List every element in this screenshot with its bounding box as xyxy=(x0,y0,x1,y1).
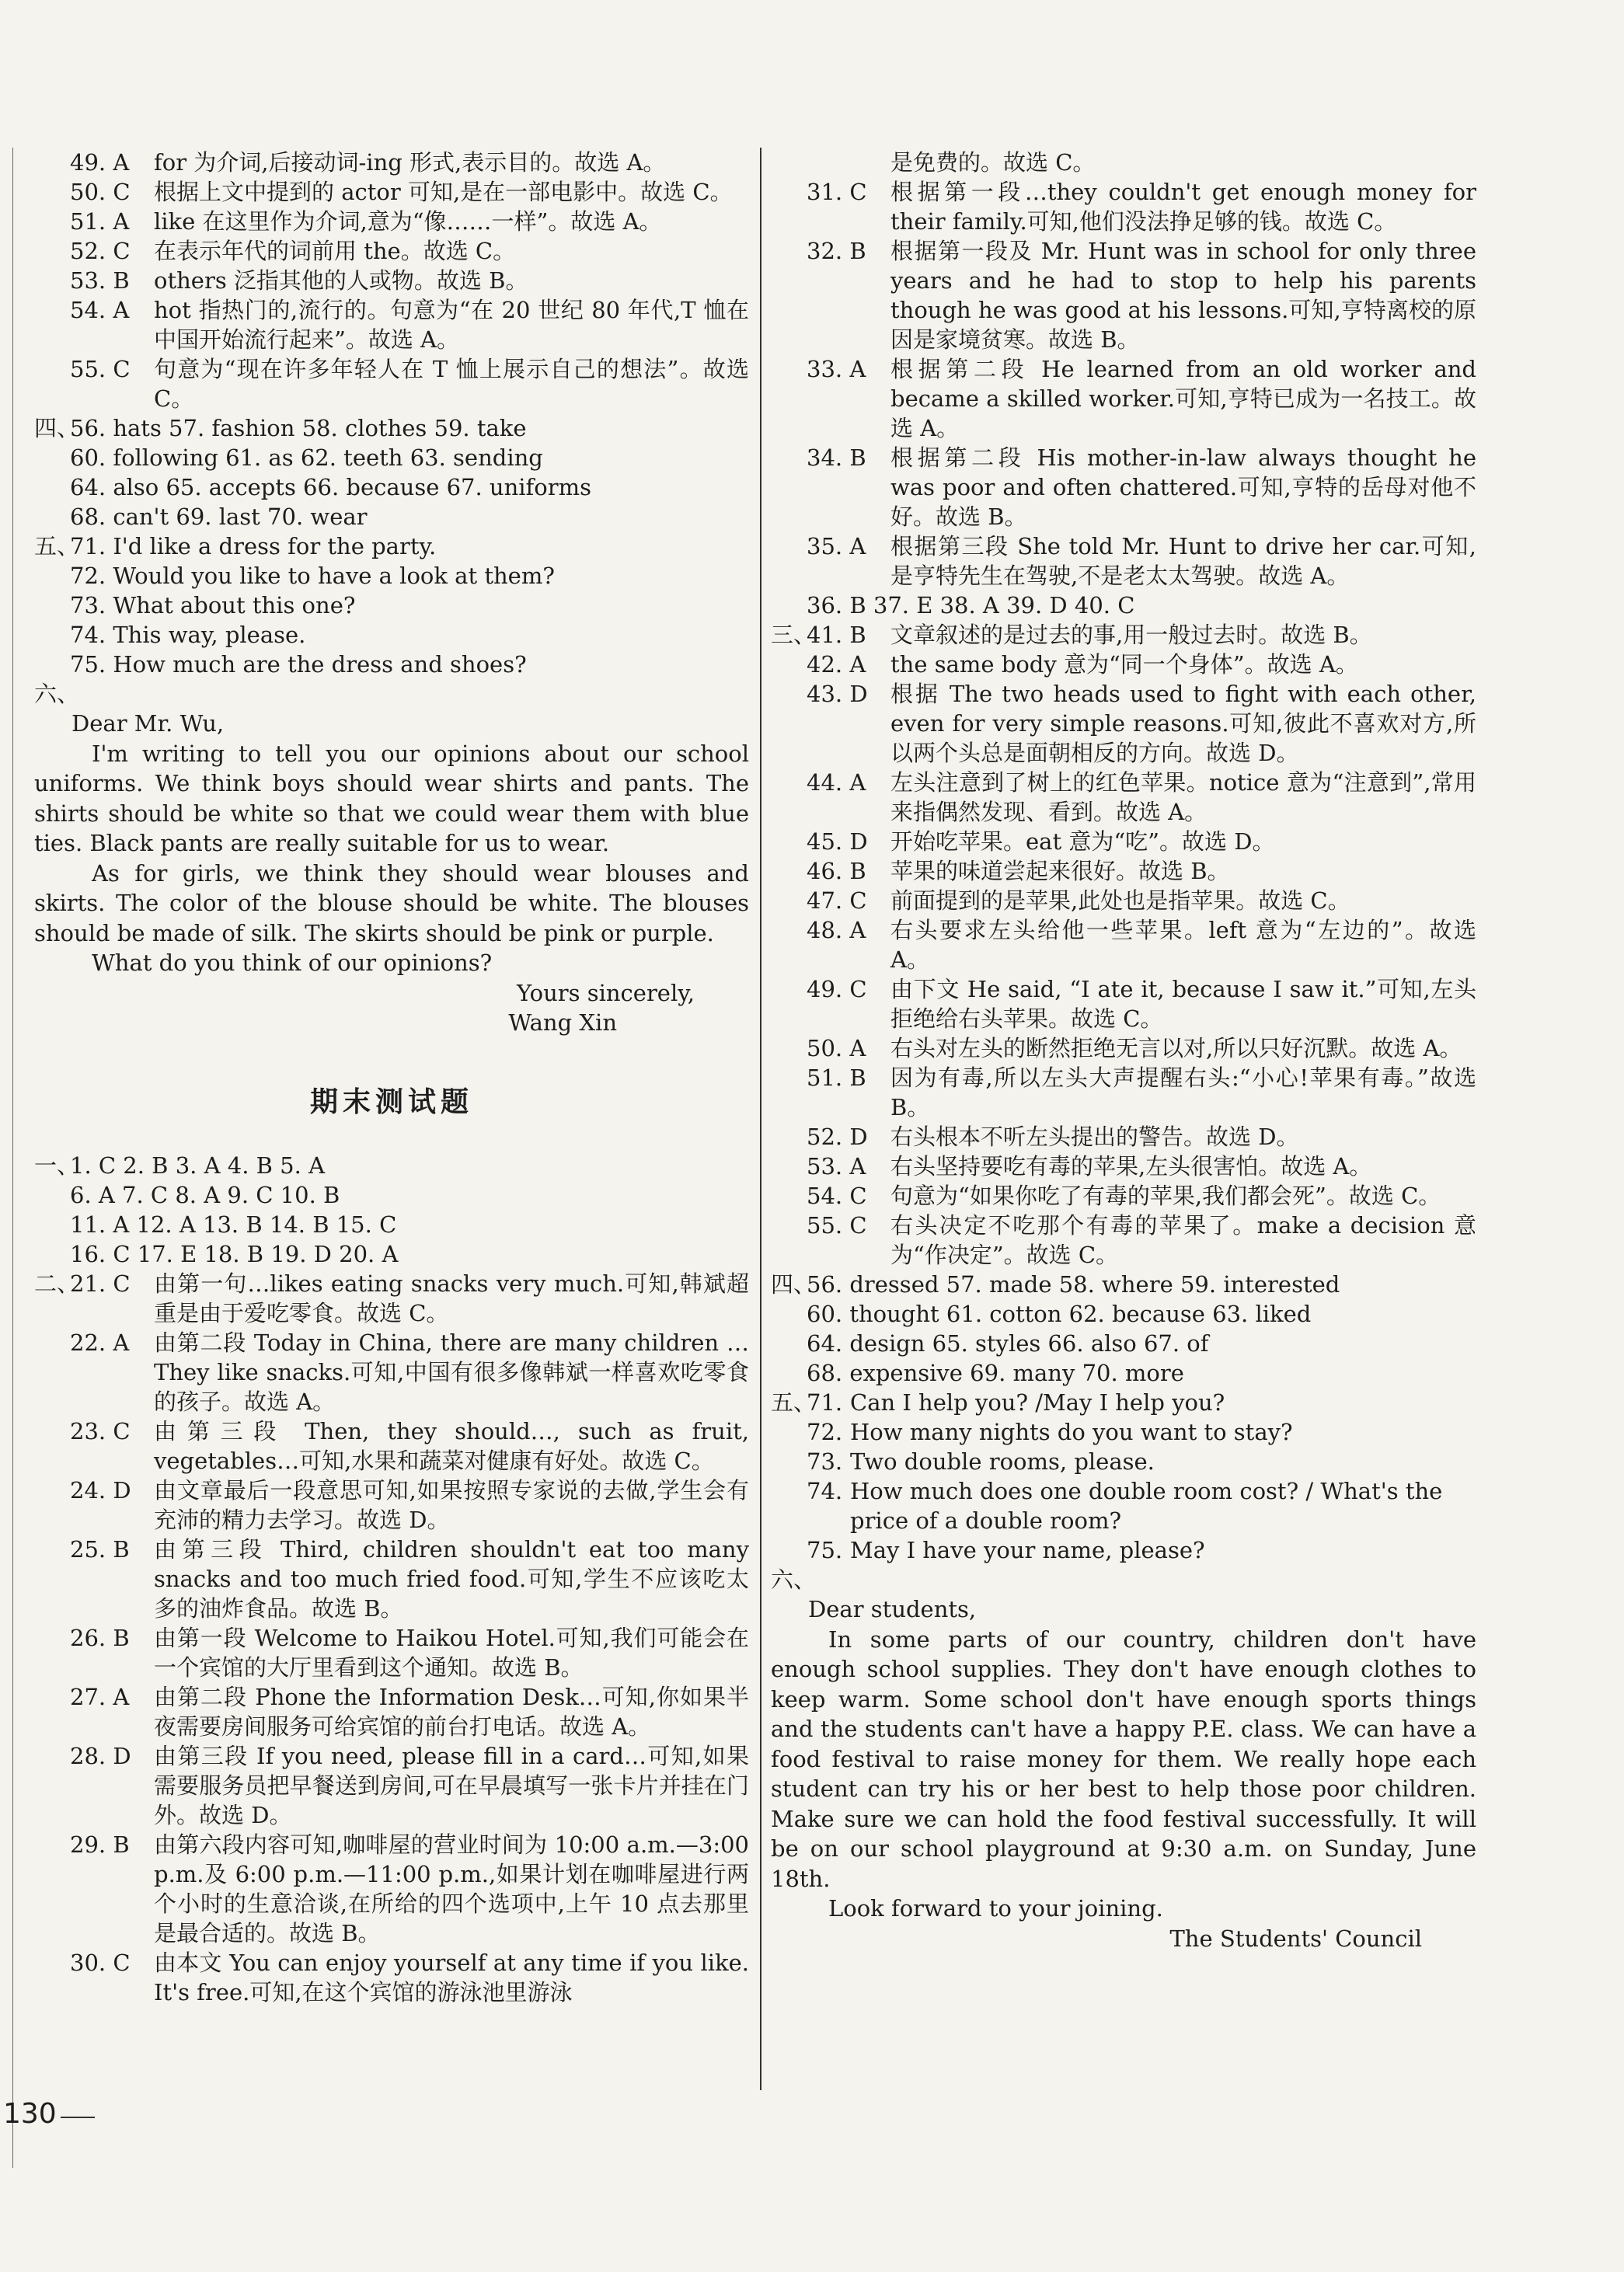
answer-item xyxy=(771,1063,1476,1122)
answer-line: 56. dressed 57. made 58. where 59. interested xyxy=(807,1271,1340,1298)
explanation-text: 根据第二段 He learned from an old worker and became a skilled worker.可知,亨特已成为一名技工。故选 A。 xyxy=(890,356,1476,441)
answer-item xyxy=(34,1741,749,1830)
section-label xyxy=(771,886,807,915)
question-number: 54. A xyxy=(70,297,130,323)
explanation-text: 苹果的味道尝起来很好。故选 B。 xyxy=(890,858,1230,884)
explanation-text: 因为有毒,所以左头大声提醒右头:“小心!苹果有毒。”故选 B。 xyxy=(890,1065,1476,1120)
explanation-text: 由第三段 Then, they should…, such as fruit, vegetables…可知,水果和蔬菜对健康有好处。故选 C。 xyxy=(154,1417,749,1474)
section-1-left xyxy=(34,1151,749,1269)
section-4-left xyxy=(34,413,749,531)
answer-item xyxy=(771,827,1476,856)
section-5-left xyxy=(34,531,749,679)
section-label xyxy=(771,1417,807,1447)
answer-item xyxy=(34,1623,749,1682)
question-number: 55. C xyxy=(807,1212,867,1239)
explanation-text: 根据第二段 His mother-in-law always thought he was poor and often chattered.可知,亨特的岳母对他不好。故选 B。 xyxy=(890,444,1476,530)
section-label xyxy=(34,1476,70,1535)
question-number: 50. A xyxy=(807,1035,866,1061)
question-number: 53. B xyxy=(70,267,130,294)
section-label xyxy=(771,177,807,236)
section-label xyxy=(771,974,807,1033)
answer-item xyxy=(771,1447,1476,1476)
section-label xyxy=(34,1830,70,1948)
answer-text: Can I help you? /May I help you? xyxy=(850,1389,1225,1416)
answer-item xyxy=(34,1269,749,1328)
section-label xyxy=(34,1417,70,1476)
question-number: 29. B xyxy=(70,1831,130,1858)
question-number: 26. B xyxy=(70,1624,130,1651)
answer-item xyxy=(771,620,1476,650)
left-margin-line xyxy=(12,148,13,2168)
letter-paragraph: Look forward to your joining. xyxy=(828,1895,1163,1922)
column-divider xyxy=(760,148,761,2090)
explanation-text: 在表示年代的词前用 the。故选 C。 xyxy=(154,238,516,264)
question-number: 33. A xyxy=(807,356,866,382)
continued-line: 是免费的。故选 C。 xyxy=(890,149,1096,176)
section-label xyxy=(34,1623,70,1682)
answer-item xyxy=(771,768,1476,827)
explanation-text: 句意为“现在许多年轻人在 T 恤上展示自己的想法”。故选 C。 xyxy=(154,356,749,412)
answer-item xyxy=(771,1388,1476,1417)
letter-left xyxy=(34,709,749,1038)
section-label xyxy=(771,443,807,531)
explanation-text: 由第一句…likes eating snacks very much.可知,韩斌超重是由于爱吃零食。故选 C。 xyxy=(154,1270,749,1326)
answer-item xyxy=(771,886,1476,915)
answer-item xyxy=(771,1535,1476,1565)
section-label xyxy=(34,236,70,266)
answer-item xyxy=(34,295,749,354)
question-number: 46. B xyxy=(807,858,866,884)
section-label xyxy=(34,295,70,354)
question-number: 27. A xyxy=(70,1683,130,1710)
right-column xyxy=(771,148,1476,1953)
section-label: 四、 xyxy=(34,415,80,441)
answer-item xyxy=(771,177,1476,236)
letter-salutation: Dear Mr. Wu, xyxy=(71,710,225,737)
explanation-text: 由文章最后一段意思可知,如果按照专家说的去做,学生会有充沛的精力去学习。故选 D。 xyxy=(154,1476,749,1533)
question-number: 72. xyxy=(807,1419,843,1445)
question-number: 35. A xyxy=(807,533,866,559)
answer-item xyxy=(771,679,1476,768)
answer-list-part-a xyxy=(34,148,749,413)
explanation-text: 前面提到的是苹果,此处也是指苹果。故选 C。 xyxy=(890,887,1350,914)
section-label xyxy=(34,266,70,295)
explanation-text: 根据第一段…they couldn't get enough money for their family.可知,他们没法挣足够的钱。故选 C。 xyxy=(890,179,1476,235)
answer-item xyxy=(771,856,1476,886)
answer-item xyxy=(771,236,1476,354)
answer-item xyxy=(34,207,749,236)
section-label xyxy=(34,177,70,207)
letter-paragraph: As for girls, we think they should wear blouses and skirts. The color of the blouse should be white. The blouses should be made of silk. The skirts should be pink or purple. xyxy=(34,859,749,946)
exam-title: 期末测试题 xyxy=(309,1085,473,1118)
section-label xyxy=(771,650,807,679)
section-label: 五、 xyxy=(771,1389,817,1416)
answer-item xyxy=(771,1211,1476,1270)
section-label xyxy=(771,768,807,827)
answer-item xyxy=(34,1830,749,1948)
question-number: 34. B xyxy=(807,444,866,471)
answer-item xyxy=(34,1948,749,2007)
section-label xyxy=(771,1211,807,1270)
section-label: 一、 xyxy=(34,1152,80,1179)
question-number: 71. xyxy=(807,1389,843,1416)
explanation-text: 右头决定不吃那个有毒的苹果了。make a decision 意为“作决定”。故选 C。 xyxy=(890,1212,1476,1268)
section-label xyxy=(771,827,807,856)
answer-text: May I have your name, please? xyxy=(850,1537,1205,1563)
section-label: 三、 xyxy=(771,622,817,648)
section-label xyxy=(771,1063,807,1122)
explanation-text: 右头根本不听左头提出的警告。故选 D。 xyxy=(890,1124,1299,1150)
section-label xyxy=(771,1122,807,1152)
answer-list-part-d xyxy=(771,620,1476,1270)
question-number: 49. C xyxy=(807,976,867,1002)
question-number: 32. B xyxy=(807,238,866,264)
section-label xyxy=(771,354,807,443)
explanation-text: 右头坚持要吃有毒的苹果,左头很害怕。故选 A。 xyxy=(890,1153,1372,1180)
answer-item xyxy=(771,974,1476,1033)
answer-line: 60. following 61. as 62. teeth 63. sending xyxy=(70,444,543,471)
letter-paragraph: What do you think of our opinions? xyxy=(92,950,493,976)
letter-paragraph: In some parts of our country, children don't have enough school supplies. They don't have enough clothes to keep warm. Some school don't have enough sports things and the students can't have a happy P.E. class. We can have a food festival to raise money for them. We really hope each student can try his or her best to help those poor children. Make sure we can hold the food festival successfully. It will be on our school playground at 9:30 a.m. on Sunday, June 18th. xyxy=(771,1626,1476,1892)
explanation-text: 由第一段 Welcome to Haikou Hotel.可知,我们可能会在一个宾馆的大厅里看到这个通知。故选 B。 xyxy=(154,1624,749,1681)
answer-list-part-b xyxy=(34,1269,749,2007)
answer-item xyxy=(34,1328,749,1417)
section-label: 二、 xyxy=(34,1270,80,1297)
answer-line: 68. expensive 69. many 70. more xyxy=(807,1360,1184,1386)
explanation-text: 根据第一段及 Mr. Hunt was in school for only three years and he had to stop to help his parents though he was good at his lessons.可知,亨特离校的原因是家境贫寒。故选 B。 xyxy=(890,238,1476,353)
section-label xyxy=(771,915,807,974)
explanation-text: 句意为“如果你吃了有毒的苹果,我们都会死”。故选 C。 xyxy=(890,1183,1441,1209)
letter-closing: Yours sincerely, xyxy=(516,979,695,1006)
question-number: 25. B xyxy=(70,1535,130,1563)
section-label xyxy=(771,1152,807,1181)
page-number: 130 xyxy=(3,2098,57,2130)
section-label: 四、 xyxy=(771,1271,817,1298)
question-number: 52. D xyxy=(807,1124,868,1150)
question-number: 43. D xyxy=(807,681,868,707)
answer-text: Two double rooms, please. xyxy=(850,1448,1155,1475)
section-label: 六、 xyxy=(771,1566,817,1593)
explanation-text: for 为介词,后接动词-ing 形式,表示目的。故选 A。 xyxy=(154,149,666,176)
answer-item xyxy=(771,1033,1476,1063)
explanation-text: 由第六段内容可知,咖啡屋的营业时间为 10:00 a.m.—3:00 p.m.及 6:00 p.m.—11:00 p.m.,如果计划在咖啡屋进行两个小时的生意洽谈,在所给的四个选项中,上午 10 点去那里是最合适的。故选 B。 xyxy=(154,1831,749,1946)
answer-line: 74. This way, please. xyxy=(70,622,306,648)
section-label xyxy=(34,1948,70,2007)
explanation-text: 根据上文中提到的 actor 可知,是在一部电影中。故选 C。 xyxy=(154,179,733,205)
answer-line: 72. Would you like to have a look at them? xyxy=(70,563,555,589)
explanation-text: 根据第三段 She told Mr. Hunt to drive her car.可知,是亨特先生在驾驶,不是老太太驾驶。故选 A。 xyxy=(890,533,1476,589)
question-number: 28. D xyxy=(70,1742,131,1769)
answer-line: 11. A 12. A 13. B 14. B 15. C xyxy=(70,1211,397,1238)
question-number: 53. A xyxy=(807,1153,866,1180)
answer-line: 36. B 37. E 38. A 39. D 40. C xyxy=(807,592,1135,619)
section-label xyxy=(771,1535,807,1565)
explanation-text: 由第三段 If you need, please fill in a card…可知,如果需要服务员把早餐送到房间,可在早晨填写一张卡片并挂在门外。故选 D。 xyxy=(154,1742,749,1828)
question-number: 52. C xyxy=(70,238,131,264)
explanation-text: like 在这里作为介词,意为“像……一样”。故选 A。 xyxy=(154,208,662,235)
explanation-text: 由下文 He said, “I ate it, because I saw it.”可知,左头拒绝给右头苹果。故选 C。 xyxy=(890,976,1476,1032)
section-label xyxy=(34,1682,70,1741)
answer-item xyxy=(34,148,749,177)
section-label xyxy=(34,354,70,413)
answer-item xyxy=(771,354,1476,443)
answer-line: 68. can't 69. last 70. wear xyxy=(70,504,368,530)
answer-item xyxy=(771,915,1476,974)
section-label xyxy=(34,207,70,236)
question-number: 42. A xyxy=(807,651,866,678)
answer-item xyxy=(34,1535,749,1623)
explanation-text: hot 指热门的,流行的。句意为“在 20 世纪 80 年代,T 恤在中国开始流行起来”。故选 A。 xyxy=(154,297,749,353)
explanation-text: 左头注意到了树上的红色苹果。notice 意为“注意到”,常用来指偶然发现、看到。故选 A。 xyxy=(890,769,1476,825)
explanation-text: the same body 意为“同一个身体”。故选 A。 xyxy=(890,651,1358,678)
section-label xyxy=(34,148,70,177)
answer-line: 73. What about this one? xyxy=(70,592,356,619)
explanation-text: 右头要求左头给他一些苹果。left 意为“左边的”。故选 A。 xyxy=(890,917,1476,973)
answer-item xyxy=(34,1417,749,1476)
answer-line: 6. A 7. C 8. A 9. C 10. B xyxy=(70,1181,340,1208)
answer-item xyxy=(34,354,749,413)
answer-line: 60. thought 61. cotton 62. because 63. liked xyxy=(807,1301,1312,1327)
answer-text: How much does one double room cost? / What's the price of a double room? xyxy=(850,1478,1443,1534)
section-label xyxy=(771,679,807,768)
section-label xyxy=(34,1741,70,1830)
question-number: 48. A xyxy=(807,917,866,943)
section-4-right xyxy=(771,1270,1476,1388)
explanation-text: others 泛指其他的人或物。故选 B。 xyxy=(154,267,528,294)
question-number: 73. xyxy=(807,1448,843,1475)
answer-line: 16. C 17. E 18. B 19. D 20. A xyxy=(70,1240,399,1267)
explanation-text: 由第三段 Third, children shouldn't eat too many snacks and too much fried food.可知,学生不应该吃太多的油炸食品。故选 B。 xyxy=(154,1535,749,1622)
answer-item xyxy=(34,1682,749,1741)
question-number: 51. A xyxy=(70,208,130,235)
answer-item xyxy=(34,177,749,207)
question-number: 49. A xyxy=(70,149,130,176)
section-label xyxy=(771,1033,807,1063)
answer-item xyxy=(771,1476,1476,1535)
section-label xyxy=(34,1328,70,1417)
section-label xyxy=(34,1535,70,1623)
letter-signature: Wang Xin xyxy=(508,1009,617,1036)
question-number: 24. D xyxy=(70,1476,131,1504)
answer-item xyxy=(34,1476,749,1535)
section-label xyxy=(771,856,807,886)
question-number: 75. xyxy=(807,1537,843,1563)
section-label: 五、 xyxy=(34,533,80,559)
section-label xyxy=(771,1181,807,1211)
answer-line: 75. How much are the dress and shoes? xyxy=(70,651,527,678)
question-number: 30. C xyxy=(70,1949,131,1976)
question-number: 22. A xyxy=(70,1329,130,1356)
question-number: 47. C xyxy=(807,887,867,914)
answer-item xyxy=(34,236,749,266)
explanation-text: 文章叙述的是过去的事,用一般过去时。故选 B。 xyxy=(890,622,1372,648)
letter-signature: The Students' Council xyxy=(1169,1925,1422,1952)
answer-text: How many nights do you want to stay? xyxy=(850,1419,1293,1445)
question-number: 74. xyxy=(807,1478,843,1504)
section-label xyxy=(771,531,807,591)
section-label: 六、 xyxy=(34,681,80,707)
explanation-text: 开始吃苹果。eat 意为“吃”。故选 D。 xyxy=(890,828,1275,855)
explanation-text: 由第二段 Phone the Information Desk…可知,你如果半夜需要房间服务可给宾馆的前台打电话。故选 A。 xyxy=(154,1683,749,1740)
question-number: 23. C xyxy=(70,1417,131,1444)
answer-item xyxy=(771,1122,1476,1152)
answer-item xyxy=(771,443,1476,531)
explanation-text: 右头对左头的断然拒绝无言以对,所以只好沉默。故选 A。 xyxy=(890,1035,1462,1061)
explanation-text: 根据 The two heads used to fight with each other, even for very simple reasons.可知,彼此不喜欢对方,所以两个头总是面朝相反的方向。故选 D。 xyxy=(890,681,1476,766)
answer-item xyxy=(771,1417,1476,1447)
question-number: 54. C xyxy=(807,1183,867,1209)
question-number: 31. C xyxy=(807,179,867,205)
explanation-text: 由本文 You can enjoy yourself at any time if you like. It's free.可知,在这个宾馆的游泳池里游泳 xyxy=(154,1949,749,2005)
page-number-dash xyxy=(61,2117,95,2118)
question-number: 50. C xyxy=(70,179,131,205)
answer-line: 64. design 65. styles 66. also 67. of xyxy=(807,1330,1209,1357)
question-number: 41. B xyxy=(807,622,866,648)
answer-item xyxy=(771,1152,1476,1181)
answer-line: 64. also 65. accepts 66. because 67. uniforms xyxy=(70,474,591,500)
answer-line: 71. I'd like a dress for the party. xyxy=(70,533,437,559)
letter-salutation: Dear students, xyxy=(808,1596,977,1622)
question-number: 45. D xyxy=(807,828,868,855)
letter-right xyxy=(771,1594,1476,1953)
answer-line: 1. C 2. B 3. A 4. B 5. A xyxy=(70,1152,326,1179)
answer-item xyxy=(771,650,1476,679)
answer-line: 56. hats 57. fashion 58. clothes 59. take xyxy=(70,415,527,441)
section-5-right xyxy=(771,1388,1476,1565)
question-number: 55. C xyxy=(70,356,131,382)
answer-item xyxy=(771,1181,1476,1211)
answer-list-part-c xyxy=(771,177,1476,591)
question-number: 51. B xyxy=(807,1065,866,1091)
explanation-text: 由第二段 Today in China, there are many children …They like snacks.可知,中国有很多像韩斌一样喜欢吃零食的孩子。故选 A。 xyxy=(154,1329,749,1415)
question-number: 44. A xyxy=(807,769,866,796)
letter-paragraph: I'm writing to tell you our opinions about our school uniforms. We think boys should wear shirts and pants. The shirts should be white so that we could wear them with blue ties. Black pants are really suitable for us to wear. xyxy=(34,740,749,856)
answer-item xyxy=(34,266,749,295)
section-label xyxy=(771,236,807,354)
answer-item xyxy=(771,531,1476,591)
section-label xyxy=(771,1476,807,1535)
section-label xyxy=(771,1447,807,1476)
question-number: 21. C xyxy=(70,1270,131,1297)
left-column xyxy=(34,148,749,2007)
